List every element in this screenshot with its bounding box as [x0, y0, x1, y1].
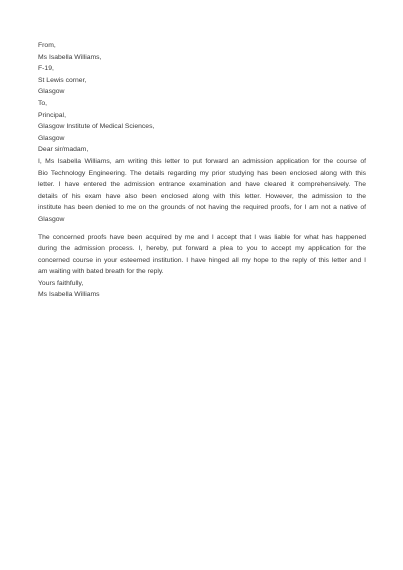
sender-address-line: F-19, [38, 65, 54, 73]
paragraph-line: concerned course in your esteemed institution. I have hinged all my hope to the reply of this letter and I [38, 256, 366, 264]
paragraph-line: Glasgow [38, 215, 65, 223]
paragraph-plea [38, 232, 366, 278]
sender-name: Ms Isabella Williams, [38, 53, 102, 61]
recipient-line: Glasgow [38, 134, 65, 142]
signature-name: Ms Isabella Williams [38, 291, 100, 299]
paragraph-line: details of his exam have also been enclosed along with this letter. However, the admission to the [38, 192, 366, 200]
paragraph-admission-request [38, 156, 366, 226]
sender-address-line: Glasgow [38, 88, 65, 96]
letter-body [38, 40, 366, 301]
to-label: To, [38, 99, 48, 107]
paragraph-line: during the admission process. I, hereby, put forward a plea to you to accept my application for the [38, 245, 366, 253]
closing: Yours faithfully, [38, 279, 84, 287]
salutation: Dear sir/madam, [38, 146, 89, 154]
recipient-line: Glasgow Institute of Medical Sciences, [38, 123, 155, 131]
paragraph-line: The concerned proofs have been acquired by me and I accept that I was liable for what has happened [38, 233, 366, 241]
paragraph-line: am waiting with bated breath for the reply. [38, 268, 164, 276]
recipient-line: Principal, [38, 111, 66, 119]
sender-address-line: St Lewis corner, [38, 76, 87, 84]
paragraph-line: I, Ms Isabella Williams, am writing this letter to put forward an admission application for the course of [38, 157, 366, 165]
paragraph-line: letter. I have entered the admission entrance examination and have cleared it comprehensively. The [38, 181, 366, 189]
paragraph-line: Bio Technology Engineering. The details regarding my prior studying has been enclosed along with this [38, 169, 366, 177]
paragraph-line: institute has been denied to me on the grounds of not having the required proofs, for I am not a native of [38, 204, 366, 212]
from-label: From, [38, 42, 56, 49]
